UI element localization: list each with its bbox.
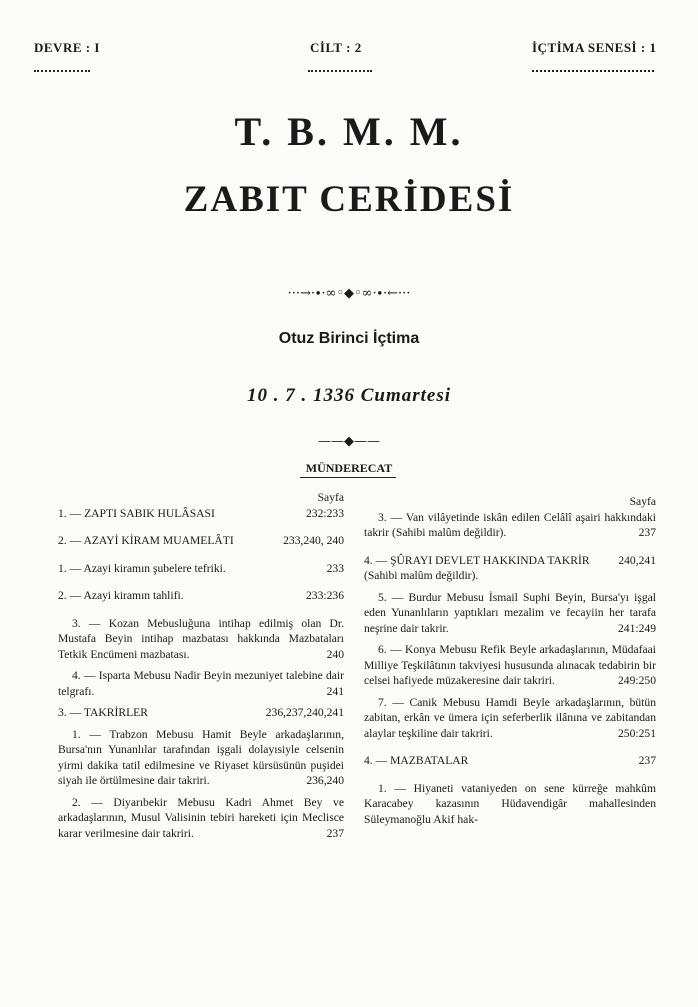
contents-entry-text: 6. — Konya Mebusu Refik Beyle arkadaşlarının, Müdafaai Milliye Teşkilâtının takviyesi hususunda alınacak tedabirin bir celsei hafiyede müzakeresine dair takriri. (364, 643, 656, 687)
contents-entry-text: 1. — Azayi kiramın şubelere tefriki. (58, 561, 226, 575)
contents-entry (364, 510, 656, 541)
contents-entry-text: 4. — Isparta Mebusu Nadir Beyin mezuniyet talebine dair telgrafı. (58, 669, 344, 698)
contents-entry-text: (Sahibi malûm değildir). (364, 569, 479, 582)
volume-label: CİLT : 2 (310, 40, 362, 55)
page-column-header: Sayfa (629, 495, 656, 508)
contents-entry (364, 781, 656, 828)
contents-entry (58, 727, 344, 789)
page-subtitle-main: ZABIT CERİDESİ (183, 179, 515, 220)
page-title: T. B. M. M. (234, 109, 464, 154)
contents-entry-text: 2. — AZAYİ KİRAM MUAMELÂTI (58, 534, 234, 547)
contents-entry (364, 590, 656, 637)
contents-entry-page: 233 (323, 561, 344, 577)
contents-entry-text: 4. — ŞÛRAYI DEVLET HAKKINDA TAKRİR (364, 553, 590, 567)
contents-entry-page: 241 (323, 684, 344, 700)
contents-entry-page: 237 (635, 525, 656, 541)
contents-entry-page: 249:250 (614, 673, 656, 689)
ornament-divider-top: ···→·∙·∞◦◆◦∞·∙·←··· (287, 286, 411, 301)
contents-entry (58, 795, 344, 842)
contents-entry-page: 250:251 (614, 726, 656, 742)
contents-entry-page: 237 (323, 826, 344, 842)
contents-entry-page: 236,240 (302, 773, 344, 789)
contents-entry-text: 1. — Hiyaneti vataniyeden on sene kürreğe mahkûm Karacabey kazasının Hüdavendigâr mahallesinden Süleymanoğlu Akif hak- (364, 781, 656, 826)
contents-entry-text: 1. — ZAPTI SABIK HULÂSASI (58, 506, 215, 520)
contents-entry (58, 506, 344, 522)
contents-entry (58, 616, 344, 663)
contents-title: MÜNDERECAT (305, 461, 393, 475)
ornament-divider-mid: ——◆—— (318, 434, 380, 449)
contents-entry (58, 533, 344, 549)
contents-entry-page: 236,237,240,241 (262, 705, 344, 721)
contents-entry-page: 240,241 (614, 553, 656, 569)
contents-entry-page: 240 (323, 647, 344, 663)
contents-entry-text: 5. — Burdur Mebusu İsmail Suphi Beyin, Bursa'yı işgal eden Yunanlıların yaptıkları mezalim ve fecayiin her tarafa neşrine dair takrir. (364, 590, 656, 635)
contents-right-column (364, 494, 656, 827)
year-label: İÇTİMA SENESİ : 1 (532, 40, 657, 55)
contents-entry (364, 695, 656, 742)
contents-underline (300, 477, 396, 478)
contents-entry (364, 642, 656, 689)
contents-entry-page: 237 (635, 753, 656, 769)
session-label: DEVRE : I (34, 40, 100, 55)
sitting-title: Otuz Birinci İçtima (278, 330, 420, 347)
contents-entry (58, 705, 344, 721)
volume-underline (308, 70, 372, 72)
contents-entry-text: 2. — Azayi kiramın tahlifi. (58, 589, 184, 602)
contents-entry-page: 241:249 (614, 621, 656, 637)
sitting-date: 10 . 7 . 1336 Cumartesi (246, 385, 452, 406)
contents-entry-page: 233,240, 240 (279, 533, 344, 549)
contents-entry (58, 668, 344, 699)
contents-entry-text: 4. — MAZBATALAR (364, 754, 469, 767)
contents-entry-text: 2. — Diyarıbekir Mebusu Kadri Ahmet Bey ve arkadaşlarının, Musul Valisinin tebiri hareketi için Meclisce karar verilmesine dair takriri. (58, 795, 344, 840)
contents-entry-text: 7. — Canik Mebusu Hamdi Beyle arkadaşlarının, bütün zabitan, erkân ve ümera için seferberlik ilânına ve zabitandan alaylar teşkiline dair takriri. (364, 695, 656, 740)
contents-entry-text: 3. — Van vilâyetinde iskân edilen Celâlî aşairi hakkındaki takrir (Sahibi malûm değildir). (364, 510, 656, 539)
contents-right-list (364, 510, 656, 828)
contents-entry (364, 568, 656, 584)
contents-left-column (58, 490, 344, 841)
contents-entry-text: 3. — Kozan Mebusluğuna intihap edilmiş olan Dr. Mustafa Beyin intihap mazbatası hakkında Mazbataları Tetkik Encümeni mazbatası. (58, 616, 344, 661)
contents-entry (364, 553, 656, 569)
contents-entry-page: 232:233 (302, 506, 344, 522)
contents-entry-text: 1. — Trabzon Mebusu Hamit Beyle arkadaşlarının, Bursa'nın Yunanlılar tarafından işgali dolayısiyle celsenin yirmi dakika tatil edilmesine ve Riyaset kürsüsünün puşidei siyah ile örtülmesine dair takriri. (58, 727, 344, 787)
contents-entry (364, 753, 656, 769)
contents-entry-text: 3. — TAKRİRLER (58, 706, 148, 719)
contents-entry (58, 561, 344, 577)
contents-entry (58, 588, 344, 604)
contents-entry-page: 233:236 (302, 588, 344, 604)
page-column-header: Sayfa (317, 491, 344, 504)
year-underline (532, 70, 654, 72)
contents-left-list (58, 506, 344, 842)
session-underline (34, 70, 90, 72)
